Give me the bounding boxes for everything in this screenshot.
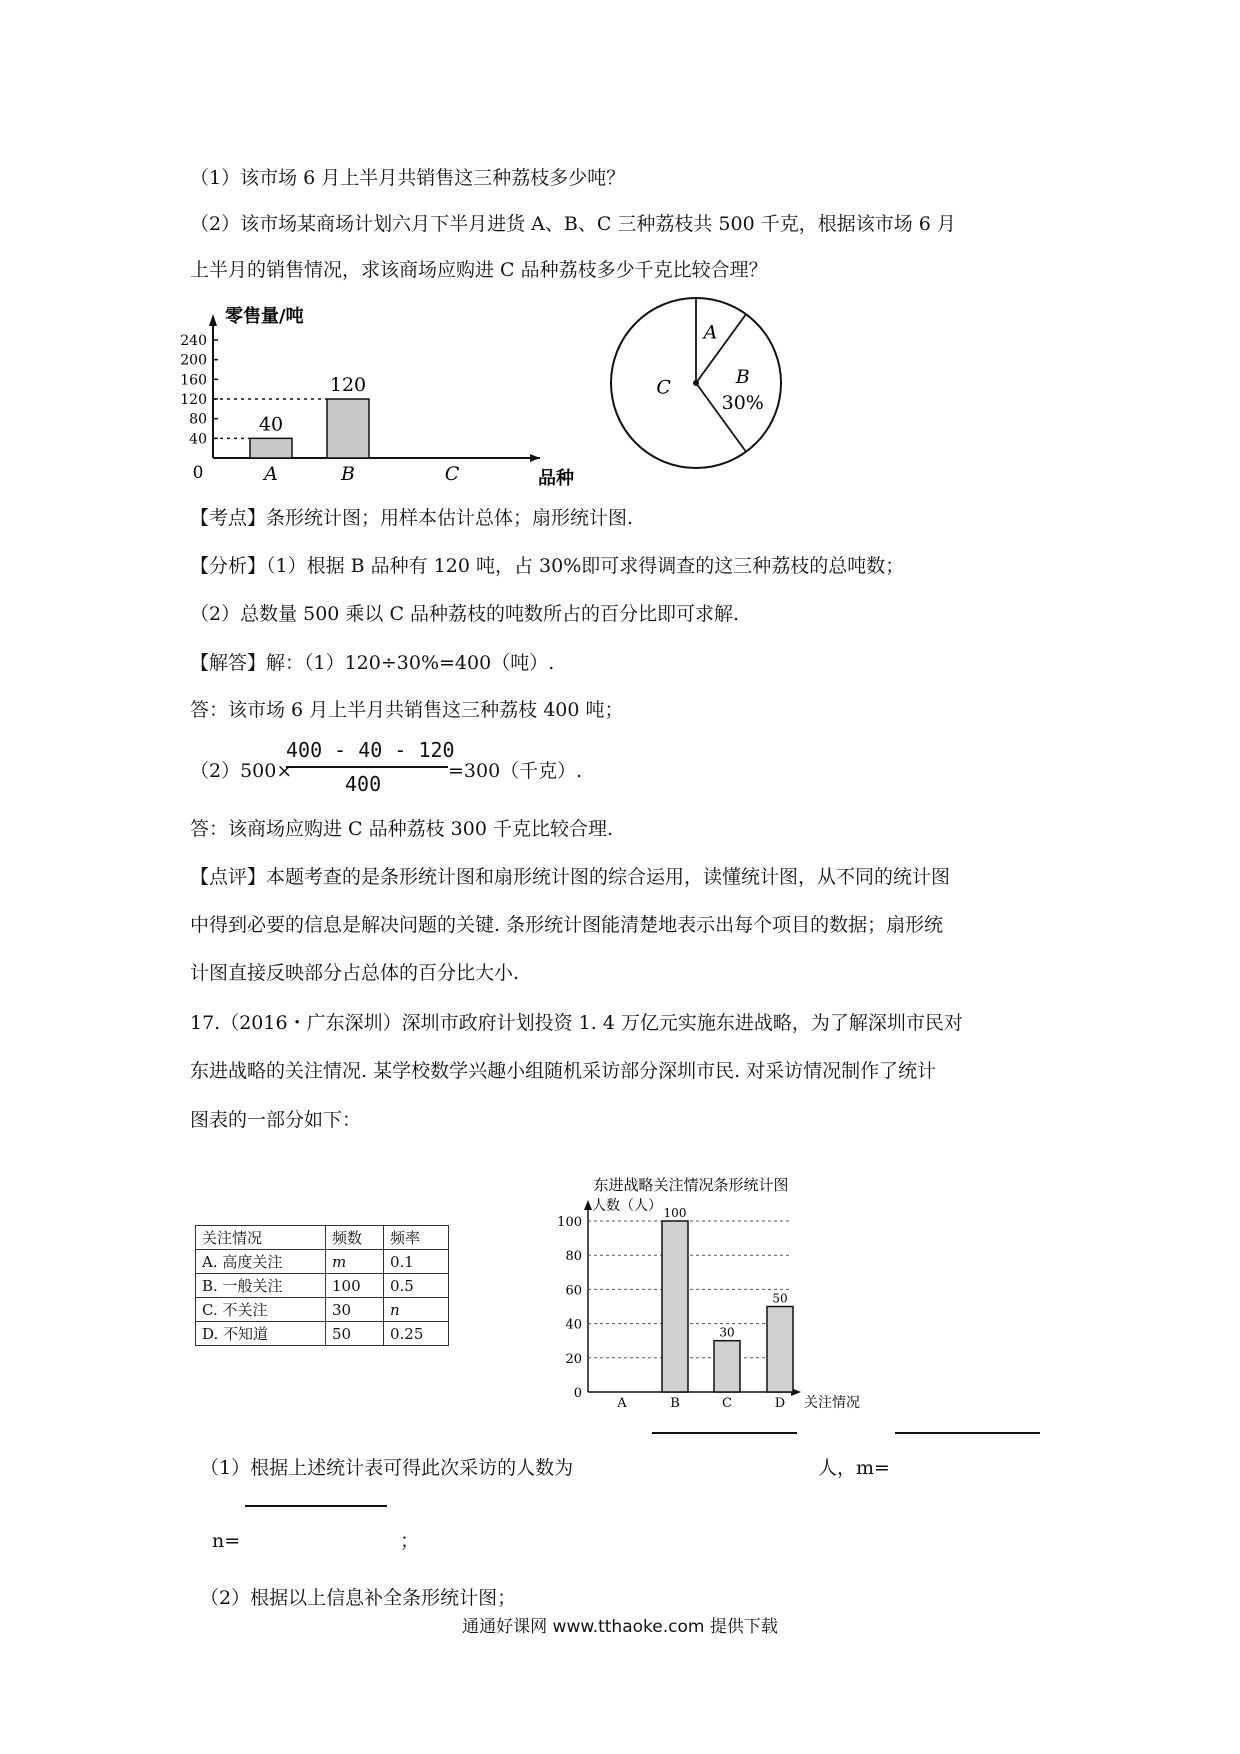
pie-center [693,380,699,386]
table-cell: 50 [326,1322,384,1346]
attention-bar-chart [557,1176,860,1411]
y-axis-arrow [584,1200,592,1210]
sub-question-2: （2）根据以上信息补全条形统计图； [200,1587,517,1609]
y-axis-label: 人数（人） [592,1198,662,1214]
x-tick-label: C [722,1396,732,1411]
y-axis-arrow [209,314,217,326]
slice-percent-label: 30% [721,392,764,414]
data-label: 50 [772,1291,788,1306]
answer-1: 答：该市场 6 月上半月共销售这三种荔枝 400 吨； [190,699,624,721]
y-tick-label: 40 [189,431,207,448]
bar [327,399,369,458]
question-2-part-b: 上半月的销售情况，求该商场应购进 C 品种荔枝多少千克比较合理？ [190,259,768,281]
y-tick-label: 200 [180,352,207,369]
fenxi-2: （2）总数量 500 乘以 C 品种荔枝的吨数所占的百分比即可求解. [190,603,740,625]
solution-2-prefix: （2）500× [190,760,293,782]
footer: 通通好课网 www.tthaoke.com 提供下载 [462,1617,778,1637]
x-axis-label: 品种 [538,468,574,489]
fraction-numerator: 400 - 40 - 120 [286,738,455,762]
table-header-cell: 关注情况 [196,1226,326,1250]
sub-question-1-m: 人，m= [818,1457,890,1479]
blank-line[interactable] [245,1505,387,1507]
table-cell: B. 一般关注 [196,1274,326,1298]
bar [250,438,292,458]
x-tick-label: C [444,463,460,485]
blank-line[interactable] [652,1432,797,1434]
fraction-bar [286,766,448,768]
table-cell: 0.1 [384,1250,449,1274]
y-tick-label: 120 [180,392,207,408]
sub-question-1: （1）根据上述统计表可得此次采访的人数为 [200,1457,574,1479]
x-axis-label: 关注情况 [804,1395,860,1411]
sales-pie-chart [611,298,781,468]
answer-2: 答：该商场应购进 C 品种荔枝 300 千克比较合理. [190,818,614,840]
data-label: 40 [258,413,284,436]
dianping-3: 计图直接反映部分占总体的百分比大小. [190,962,520,984]
y-tick-label: 40 [565,1317,582,1333]
slice-label: C [656,376,671,399]
table-header-cell: 频率 [384,1226,449,1250]
bar [662,1221,688,1392]
problem-17-b: 东进战略的关注情况. 某学校数学兴趣小组随机采访部分深圳市民. 对采访情况制作了统计 [190,1060,937,1082]
problem-17-c: 图表的一部分如下： [190,1109,362,1131]
table-cell: 30 [326,1298,384,1322]
sub-question-1-end: ； [400,1530,420,1552]
fenxi-1: 【分析】（1）根据 B 品种有 120 吨，占 30%即可求得调查的这三种荔枝的总吨数； [190,555,905,577]
blank-line[interactable] [895,1432,1040,1434]
table-header-row [196,1226,449,1250]
question-2-part-a: （2）该市场某商场计划六月下半月进货 A、B、C 三种荔枝共 500 千克，根据该市场 6 月 [190,213,956,235]
table-cell: A. 高度关注 [196,1250,326,1274]
chart-title: 东进战略关注情况条形统计图 [593,1176,789,1194]
y-tick-label: 20 [565,1351,582,1367]
y-tick-label: 80 [189,411,207,428]
data-label: 100 [663,1206,687,1220]
x-tick-label: B [670,1396,680,1411]
table-row [196,1274,449,1298]
table-cell: 0.5 [384,1274,449,1298]
x-tick-label: D [774,1396,786,1411]
x-tick-label: A [264,463,278,485]
sub-question-1-n: n= [212,1530,241,1552]
problem-17-a: 17.（2016・广东深圳）深圳市政府计划投资 1. 4 万亿元实施东进战略，为了解深圳市民对 [190,1012,963,1034]
y-tick-label: 80 [565,1249,582,1265]
jieda: 【解答】解：（1）120÷30%=400（吨）. [190,652,555,674]
y-axis-label: 零售量/吨 [225,306,304,327]
y-tick-label: 60 [565,1283,582,1299]
slice-label: B [735,366,750,388]
table-cell: C. 不关注 [196,1298,326,1322]
data-label: 30 [719,1325,735,1340]
x-tick-label: B [341,463,355,485]
table-row [196,1250,449,1274]
question-1: （1）该市场 6 月上半月共销售这三种荔枝多少吨？ [190,167,626,189]
bar [767,1307,793,1393]
frequency-table [195,1225,449,1346]
y-tick-label: 240 [180,333,207,349]
dianping-2: 中得到必要的信息是解决问题的关键. 条形统计图能清楚地表示出每个项目的数据；扇形统 [190,914,944,936]
kaodian: 【考点】条形统计图；用样本估计总体；扇形统计图. [190,507,634,529]
data-label: 120 [329,374,367,396]
table-header-cell: 频数 [326,1226,384,1250]
table-cell: 100 [326,1274,384,1298]
origin-label: 0 [192,463,204,483]
y-tick-label: 0 [573,1386,582,1401]
y-tick-label: 100 [557,1215,582,1230]
slice-label: A [703,321,718,344]
solution-2-suffix: =300（千克）. [448,760,583,782]
x-axis-arrow [530,454,540,462]
fraction-denominator: 400 [345,772,382,796]
dianping-1: 【点评】本题考查的是条形统计图和扇形统计图的综合运用，读懂统计图，从不同的统计图 [190,866,951,888]
x-tick-label: A [617,1396,627,1411]
y-tick-label: 160 [180,372,207,389]
table-cell: n [384,1298,449,1322]
table-cell: D. 不知道 [196,1322,326,1346]
sales-bar-chart [180,305,574,489]
table-cell: m [326,1250,384,1274]
table-row [196,1298,449,1322]
table-row [196,1322,449,1346]
table-cell: 0.25 [384,1322,449,1346]
bar [714,1341,740,1392]
